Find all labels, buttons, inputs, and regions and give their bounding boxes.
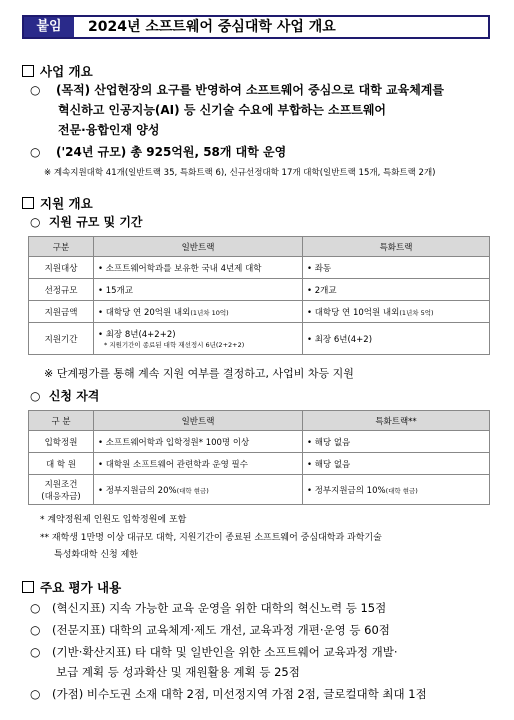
footnote-1: * 계약정원제 인원도 입학정원에 포함 bbox=[40, 515, 187, 525]
section-heading-evaluation: 주요 평가 내용 bbox=[22, 578, 121, 596]
title-bar bbox=[22, 15, 490, 39]
scale-line: ('24년 규모) 총 925억원, 58개 대학 운영 bbox=[56, 145, 287, 159]
scale-note: ※ 계속지원대학 41개(일반트랙 35, 특화트랙 6), 신규선정대학 17개 대학(일반트랙 15개, 특화트랙 2개) bbox=[44, 168, 436, 178]
square-bullet-icon bbox=[22, 65, 34, 77]
circle-bullet-icon: ○ bbox=[30, 601, 41, 615]
attachment-badge: 붙임 bbox=[24, 17, 74, 37]
table-header: 구분 bbox=[29, 237, 94, 257]
section-heading-support: 지원 개요 bbox=[22, 194, 93, 212]
square-bullet-icon bbox=[22, 581, 34, 593]
table-row: 입학정원 • 소프트웨어학과 입학정원* 100명 이상 • 해당 없음 bbox=[29, 431, 490, 453]
circle-bullet-icon: ○ bbox=[30, 687, 41, 701]
eval-item-bonus: (가점) 비수도권 소재 대학 2점, 미선정지역 가점 2점, 글로컬대학 최대 1점 bbox=[52, 687, 427, 701]
table-row: 지원대상 • 소프트웨어학과를 보유한 국내 4년제 대학 • 좌동 bbox=[29, 257, 490, 279]
section-heading-overview: 사업 개요 bbox=[22, 62, 93, 80]
table-row: 지원조건 (대응자금) • 정부지원금의 20%(대학 현금) • 정부지원금의 10%(대학 현금) bbox=[29, 475, 490, 505]
table-header: 일반트랙 bbox=[94, 237, 303, 257]
table-row: 대 학 원 • 대학원 소프트웨어 관련학과 운영 필수 • 해당 없음 bbox=[29, 453, 490, 475]
footnote-2-line-2: 특성화대학 신청 제한 bbox=[54, 550, 138, 560]
table-header: 특화트랙 bbox=[303, 237, 490, 257]
purpose-line-1: (목적) 산업현장의 요구를 반영하여 소프트웨어 중심으로 대학 교육체계를 bbox=[56, 83, 444, 97]
eval-item-expertise: (전문지표) 대학의 교육체계·제도 개선, 교육과정 개편·운영 등 60점 bbox=[52, 623, 390, 637]
evaluation-note: ※ 단계평가를 통해 계속 지원 여부를 결정하고, 사업비 차등 지원 bbox=[44, 367, 354, 380]
table-row: 지원금액 • 대학당 연 20억원 내외(1년차 10억) • 대학당 연 10억원 내외(1년차 5억) bbox=[29, 301, 490, 323]
eval-item-innovation: (혁신지표) 지속 가능한 교육 운영을 위한 대학의 혁신노력 등 15점 bbox=[52, 601, 387, 615]
table-row: 선정규모 • 15개교 • 2개교 bbox=[29, 279, 490, 301]
subheading-eligibility: ○ 신청 자격 bbox=[30, 389, 100, 403]
page-title: 2024년 소프트웨어 중심대학 사업 개요 bbox=[88, 19, 336, 35]
circle-bullet-icon: ○ bbox=[30, 623, 41, 637]
table-header: 구 분 bbox=[29, 411, 94, 431]
table-row: 지원기간 • 최장 8년(4+2+2) * 지원기간이 종료된 대학 재선정시 6년(2+2+2) • 최장 6년(4+2) bbox=[29, 323, 490, 355]
square-bullet-icon bbox=[22, 197, 34, 209]
eval-item-foundation-line-1: (기반·확산지표) 타 대학 및 일반인을 위한 소프트웨어 교육과정 개발· bbox=[52, 645, 398, 659]
circle-bullet-icon: ○ bbox=[30, 645, 41, 659]
table-header: 특화트랙** bbox=[303, 411, 490, 431]
support-table bbox=[28, 236, 490, 355]
circle-bullet-icon: ○ bbox=[30, 145, 41, 159]
circle-bullet-icon: ○ bbox=[30, 83, 41, 97]
eligibility-table bbox=[28, 410, 490, 505]
purpose-line-2: 혁신하고 인공지능(AI) 등 신기술 수요에 부합하는 소프트웨어 bbox=[58, 103, 386, 117]
footnote-2-line-1: ** 재학생 1만명 이상 대규모 대학, 지원기간이 종료된 소프트웨어 중심대학과 과학기술 bbox=[40, 533, 382, 543]
purpose-line-3: 전문·융합인재 양성 bbox=[58, 123, 160, 137]
subheading-scale-period: ○ 지원 규모 및 기간 bbox=[30, 215, 143, 229]
table-header: 일반트랙 bbox=[94, 411, 303, 431]
eval-item-foundation-line-2: 보급 계획 등 성과확산 및 재원활용 계획 등 25점 bbox=[56, 665, 300, 679]
